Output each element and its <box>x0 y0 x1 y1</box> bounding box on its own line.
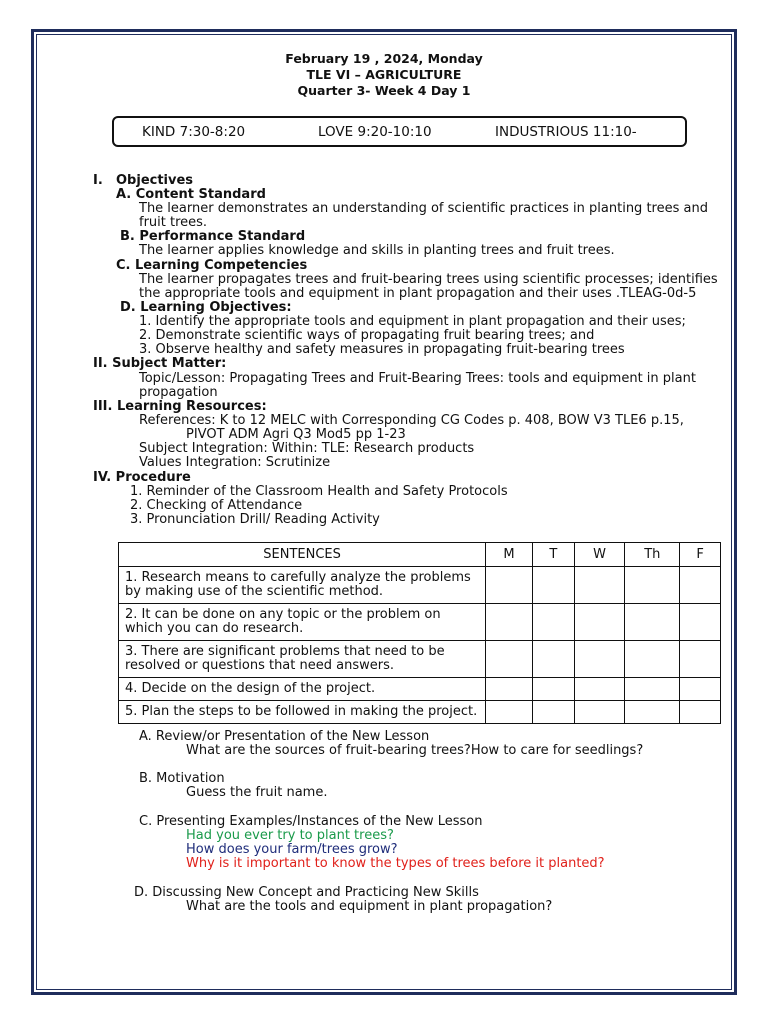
sentence-cell: 5. Plan the steps to be followed in making the project. <box>119 701 486 724</box>
check-cell <box>486 678 533 701</box>
performance-standard-text: The learner applies knowledge and skills in planting trees and fruit trees. <box>139 243 615 258</box>
discussing-heading: D. Discussing New Concept and Practicing New Skills <box>134 885 479 900</box>
header-sentences: SENTENCES <box>119 543 486 567</box>
motivation-heading: B. Motivation <box>139 771 225 786</box>
competencies-heading: C. Learning Competencies <box>116 258 308 273</box>
check-cell <box>680 641 721 678</box>
values-integration: Values Integration: Scrutinize <box>139 455 331 470</box>
header-monday: M <box>486 543 533 567</box>
subject-matter-line-1: Topic/Lesson: Propagating Trees and Fruit-Bearing Trees: tools and equipment in plant <box>139 371 696 386</box>
competencies-line-1: The learner propagates trees and fruit-bearing trees using scientific processes; identifies <box>139 272 718 287</box>
check-cell <box>486 604 533 641</box>
examples-question-1: Had you ever try to plant trees? <box>186 828 394 843</box>
examples-heading: C. Presenting Examples/Instances of the New Lesson <box>139 814 483 829</box>
check-cell <box>680 567 721 604</box>
table-row <box>119 567 721 604</box>
references-line-1: References: K to 12 MELC with Corresponding CG Codes p. 408, BOW V3 TLE6 p.15, <box>139 413 684 428</box>
content-standard-heading: A. Content Standard <box>116 187 266 202</box>
review-heading: A. Review/or Presentation of the New Lesson <box>139 729 430 744</box>
review-text: What are the sources of fruit-bearing trees?How to care for seedlings? <box>186 743 644 758</box>
learning-objective-2: 2. Demonstrate scientific ways of propagating fruit bearing trees; and <box>139 328 595 343</box>
learning-objective-1: 1. Identify the appropriate tools and equipment in plant propagation and their uses; <box>139 314 686 329</box>
lesson-quarter: Quarter 3- Week 4 Day 1 <box>297 83 471 98</box>
reading-drill-table <box>118 542 721 724</box>
check-cell <box>574 701 625 724</box>
subject-integration: Subject Integration: Within: TLE: Research products <box>139 441 475 456</box>
sentence-cell: 3. There are significant problems that need to be resolved or questions that need answers. <box>119 641 486 678</box>
lesson-subject: TLE VI – AGRICULTURE <box>306 67 462 82</box>
check-cell <box>532 678 574 701</box>
objectives-numeral: I. <box>93 173 103 188</box>
sentence-cell: 1. Research means to carefully analyze the problems by making use of the scientific method. <box>119 567 486 604</box>
performance-standard-heading: B. Performance Standard <box>120 229 306 244</box>
header-friday: F <box>680 543 721 567</box>
schedule-industrious: INDUSTRIOUS 11:10- <box>495 124 637 140</box>
table-header-row <box>119 543 721 567</box>
sentence-cell: 2. It can be done on any topic or the problem on which you can do research. <box>119 604 486 641</box>
procedure-step-2: 2. Checking of Attendance <box>130 498 303 513</box>
motivation-text: Guess the fruit name. <box>186 785 328 800</box>
check-cell <box>625 678 680 701</box>
check-cell <box>625 641 680 678</box>
check-cell <box>532 641 574 678</box>
check-cell <box>680 604 721 641</box>
header-wednesday: W <box>574 543 625 567</box>
table-row <box>119 604 721 641</box>
check-cell <box>680 678 721 701</box>
references-line-2: PIVOT ADM Agri Q3 Mod5 pp 1-23 <box>186 427 406 442</box>
check-cell <box>680 701 721 724</box>
table-row <box>119 678 721 701</box>
check-cell <box>486 701 533 724</box>
check-cell <box>532 604 574 641</box>
learning-objective-3: 3. Observe healthy and safety measures in propagating fruit-bearing trees <box>139 342 625 357</box>
procedure-step-3: 3. Pronunciation Drill/ Reading Activity <box>130 512 380 527</box>
schedule-love: LOVE 9:20-10:10 <box>318 124 432 140</box>
schedule-kind: KIND 7:30-8:20 <box>142 124 246 140</box>
examples-question-3: Why is it important to know the types of trees before it planted? <box>186 856 605 871</box>
check-cell <box>574 641 625 678</box>
resources-heading: III. Learning Resources: <box>93 399 267 414</box>
procedure-heading: IV. Procedure <box>93 470 191 485</box>
check-cell <box>574 567 625 604</box>
check-cell <box>532 701 574 724</box>
header-thursday: Th <box>625 543 680 567</box>
header-tuesday: T <box>532 543 574 567</box>
check-cell <box>574 678 625 701</box>
check-cell <box>532 567 574 604</box>
examples-question-2: How does your farm/trees grow? <box>186 842 398 857</box>
subject-matter-line-2: propagation <box>139 385 218 400</box>
check-cell <box>486 641 533 678</box>
check-cell <box>574 604 625 641</box>
objectives-heading: Objectives <box>116 173 194 188</box>
procedure-step-1: 1. Reminder of the Classroom Health and Safety Protocols <box>130 484 508 499</box>
check-cell <box>625 604 680 641</box>
discussing-text: What are the tools and equipment in plant propagation? <box>186 899 553 914</box>
content-standard-line-2: fruit trees. <box>139 215 208 230</box>
subject-matter-heading: II. Subject Matter: <box>93 356 227 371</box>
schedule-box <box>112 116 687 147</box>
competencies-line-2: the appropriate tools and equipment in plant propagation and their uses .TLEAG-0d-5 <box>139 286 697 301</box>
check-cell <box>625 567 680 604</box>
table-row <box>119 641 721 678</box>
table-row <box>119 701 721 724</box>
lesson-date: February 19 , 2024, Monday <box>285 51 483 66</box>
sentence-cell: 4. Decide on the design of the project. <box>119 678 486 701</box>
check-cell <box>625 701 680 724</box>
content-standard-line-1: The learner demonstrates an understanding of scientific practices in planting trees and <box>139 201 708 216</box>
learning-objectives-heading: D. Learning Objectives: <box>120 300 292 315</box>
check-cell <box>486 567 533 604</box>
